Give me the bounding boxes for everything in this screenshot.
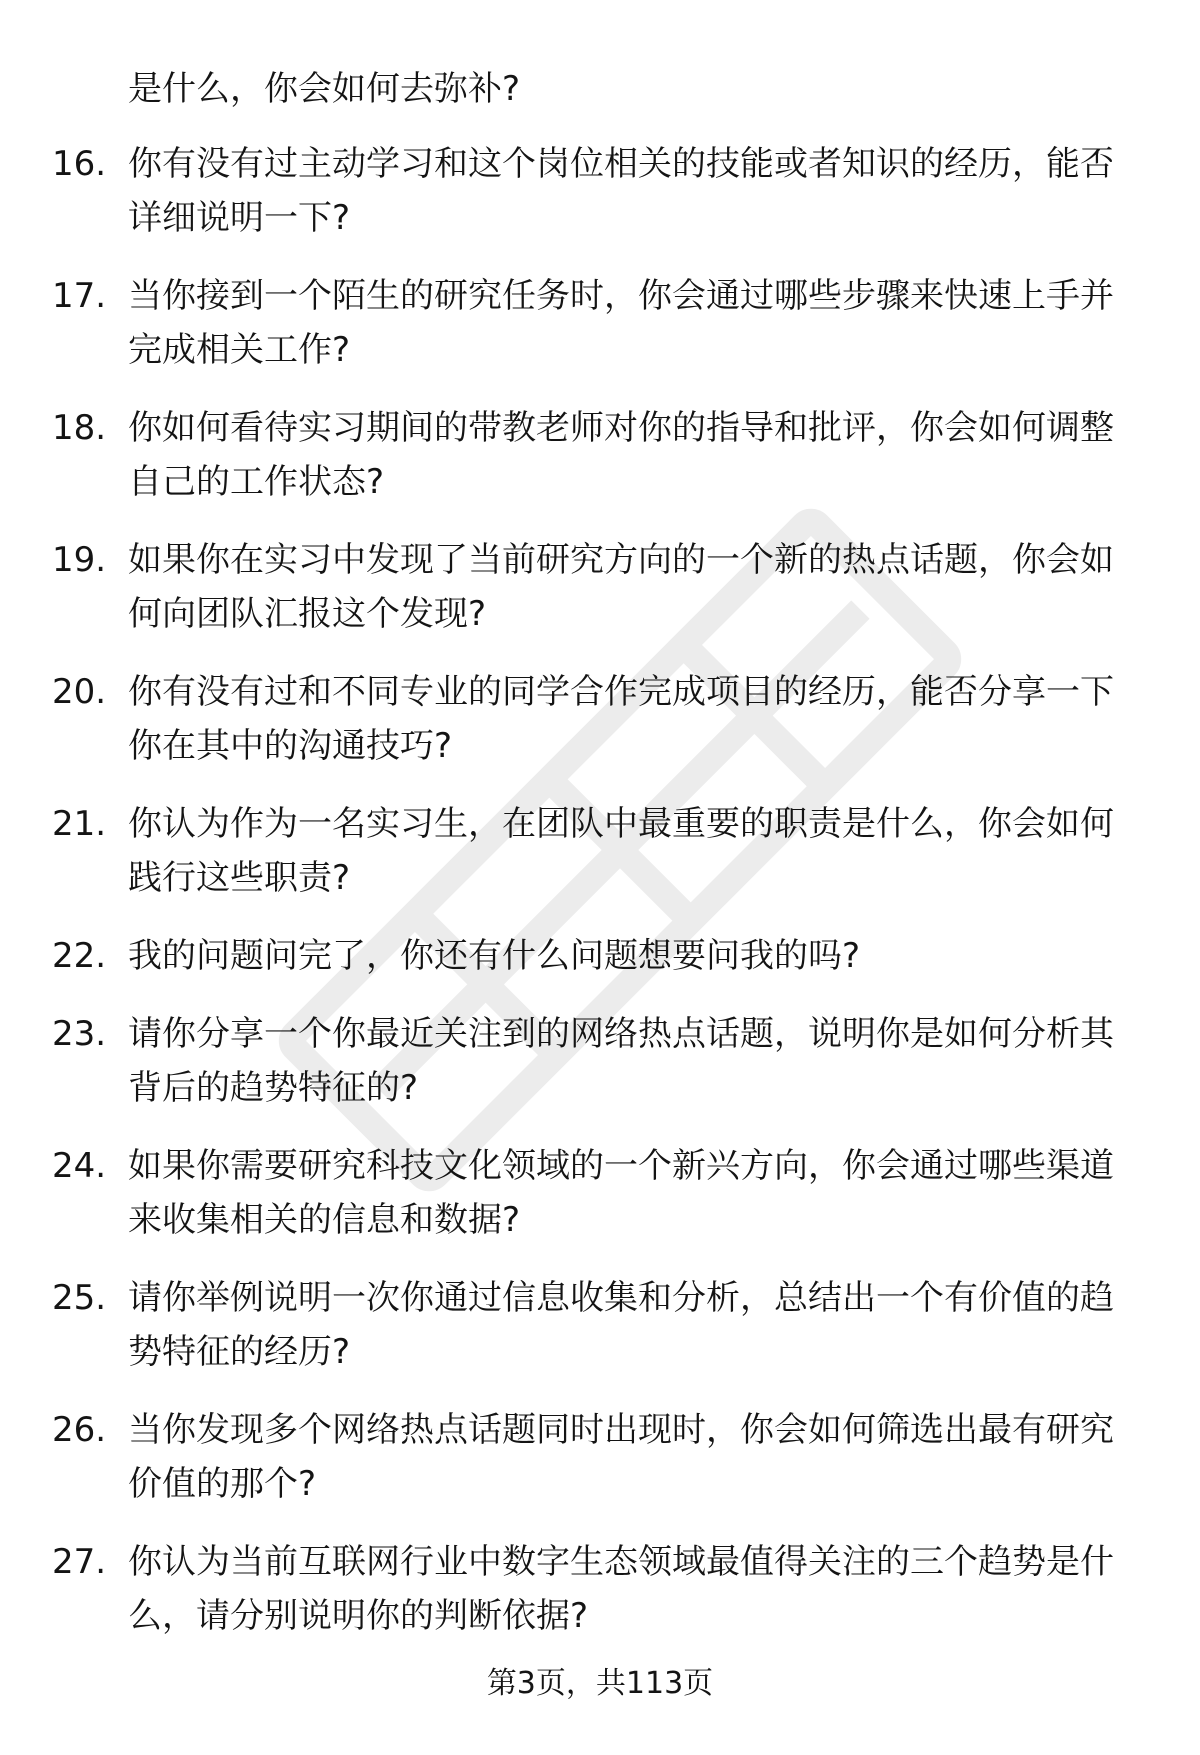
page-footer: 第3页，共113页: [486, 1666, 714, 1701]
question-text: 你有没有过主动学习和这个岗位相关的技能或者知识的经历，能否详细说明一下?: [128, 144, 1114, 238]
question-number: 27.: [52, 1542, 107, 1582]
question-item: [52, 929, 1152, 1007]
question-item: [52, 269, 1152, 401]
question-item: [52, 533, 1152, 665]
question-text: 我的问题问完了，你还有什么问题想要问我的吗?: [128, 936, 861, 976]
question-text: 当你发现多个网络热点话题同时出现时，你会如何筛选出最有研究价值的那个?: [128, 1410, 1114, 1504]
question-number: 17.: [52, 276, 107, 316]
question-text: 如果你在实习中发现了当前研究方向的一个新的热点话题，你会如何向团队汇报这个发现?: [128, 540, 1114, 634]
question-text: 如果你需要研究科技文化领域的一个新兴方向，你会通过哪些渠道来收集相关的信息和数据?: [128, 1146, 1114, 1240]
question-number: 25.: [52, 1278, 107, 1318]
question-text: 你认为当前互联网行业中数字生态领域最值得关注的三个趋势是什么，请分别说明你的判断依据?: [128, 1542, 1114, 1636]
question-number: 18.: [52, 408, 107, 448]
question-text: 请你分享一个你最近关注到的网络热点话题，说明你是如何分析其背后的趋势特征的?: [128, 1014, 1114, 1108]
question-item: [52, 1271, 1152, 1403]
question-text: 你认为作为一名实习生，在团队中最重要的职责是什么，你会如何践行这些职责?: [128, 804, 1114, 898]
question-list: [52, 137, 1152, 1667]
question-item: [52, 665, 1152, 797]
question-item: [52, 1139, 1152, 1271]
question-number: 26.: [52, 1410, 107, 1450]
question-item: [52, 1535, 1152, 1667]
question-item: [52, 1007, 1152, 1139]
question-item: [52, 137, 1152, 269]
question-text: 请你举例说明一次你通过信息收集和分析，总结出一个有价值的趋势特征的经历?: [128, 1278, 1114, 1372]
question-number: 21.: [52, 804, 107, 844]
continuation-line: 是什么，你会如何去弥补?: [128, 69, 521, 109]
question-number: 24.: [52, 1146, 107, 1186]
question-number: 20.: [52, 672, 107, 712]
question-item: [52, 1403, 1152, 1535]
question-number: 23.: [52, 1014, 107, 1054]
question-text: 你有没有过和不同专业的同学合作完成项目的经历，能否分享一下你在其中的沟通技巧?: [128, 672, 1114, 766]
question-number: 16.: [52, 144, 107, 184]
question-number: 19.: [52, 540, 107, 580]
question-number: 22.: [52, 936, 107, 976]
question-text: 你如何看待实习期间的带教老师对你的指导和批评，你会如何调整自己的工作状态?: [128, 408, 1114, 502]
question-item: [52, 797, 1152, 929]
question-item: [52, 401, 1152, 533]
question-text: 当你接到一个陌生的研究任务时，你会通过哪些步骤来快速上手并完成相关工作?: [128, 276, 1114, 370]
